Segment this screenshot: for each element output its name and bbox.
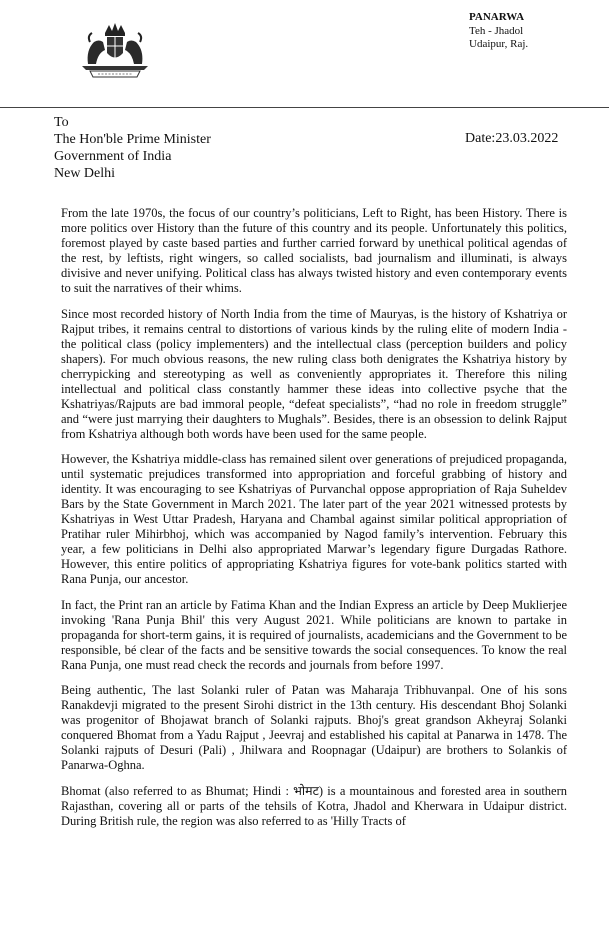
paragraph: Since most recorded history of North India from the time of Mauryas, is the history of Kshatriya or Rajput tribes, it remains central to distortions of various kinds by the ruling elite of modern India - the political class (policy implementers) and the intellectual class (perception builders and policy shapers). For much obvious reasons, the new ruling class both denigrates the Kshatriya history by cherrypicking and stereotyping as well as conveniently appropriates it. Therefore this niling intellectual and political class constantly hammer these ideas into collective psyche that the Kshatriyas/Rajputs are bad immoral people, “defeat specialists”, “had no role in freedom struggle” and “were just marrying their daughters to Mughals”. Besides, there is an obsession to delink Rajput from Kshatriya although both words have been used for the same people. (61, 306, 567, 441)
recipient-line: To (54, 115, 69, 130)
recipient-block (54, 114, 211, 182)
recipient-line: Government of India (54, 149, 172, 164)
header-divider (0, 107, 609, 108)
sender-line: Udaipur, Raj. (469, 38, 529, 50)
paragraph: However, the Kshatriya middle-class has remained silent over generations of prejudiced propaganda, until systematic prejudices transformed into appropriation and forceful grabbing of history and identity. It was encouraging to see Kshatriyas of Purvanchal oppose appropriation of Raja Suheldev Bars by the State Government in March 2021. The later part of the year 2021 witnessed protests by Kshatriyas in West Uttar Pradesh, Haryana and Chambal against similar political appropriation of Pratihar ruler Mihirbhoj, which was accompanied by Nagod family’s intervention. February this year, a few politicians in Delhi also appropriated Marwar’s legendary figure Durgadas Rathore. However, this entire politics of appropriating Kshatriya figures for vote-bank politics started with Rana Punja, our ancestor. (61, 452, 567, 586)
letter-body (61, 206, 567, 839)
coat-of-arms-icon (76, 20, 154, 82)
paragraph: Bhomat (also referred to as Bhumat; Hindi : भोमट) is a mountainous and forested area in southern Rajasthan, covering all or parts of the tehsils of Kotra, Jhadol and Kherwara in Udaipur district. During British rule, the region was also referred to as 'Hilly Tracts of (61, 783, 567, 828)
recipient-line: The Hon'ble Prime Minister (54, 132, 211, 147)
paragraph: Being authentic, The last Solanki ruler of Patan was Maharaja Tribhuvanpal. One of his sons Ranakdevji migrated to the present Sirohi district in the 13th century. His descendant Bhoj Solanki was progenitor of Bhojawat branch of Solanki rajputs. Bhoj's great grandson Akheyraj Solanki conquered Bhomat from a Yadu Rajput , Jeevraj and established his capital at Panarwa in 1478. The Solanki rajputs of Desuri (Pali) , Jhilwara and Roopnagar (Udaipur) are brothers to Solankis of Panarwa-Oghna. (61, 683, 567, 772)
sender-line: Teh - Jhadol (469, 24, 524, 37)
paragraph: In fact, the Print ran an article by Fatima Khan and the Indian Express an article by Deep Muklierjee invoking 'Rana Punja Bhil' this very August 2021. While politicians are known to partake in propaganda for short-term gains, it is required of journalists, academicians and the Government to be responsible, bé clear of the facts and be sensitive towards the social consequences. To know the real Rana Punja, one must read check the records and journals from before 1997. (61, 597, 567, 672)
paragraph: From the late 1970s, the focus of our country’s politicians, Left to Right, has been History. There is more politics over History than the future of this country and its people. Unfortunately this politics, foremost played by caste based parties and further carried forward by unethical political agendas of the rest, by leftists, right wingers, so called socialists, bad journalism and illuminati, is always divisive and never unifying. Political class has always twisted history and even contemporary events to suit the narratives of their whims. (61, 206, 567, 295)
letter-date: Date:23.03.2022 (465, 131, 559, 146)
sender-name: PANARWA (469, 11, 525, 23)
recipient-line: New Delhi (54, 166, 116, 181)
sender-address (469, 11, 528, 52)
